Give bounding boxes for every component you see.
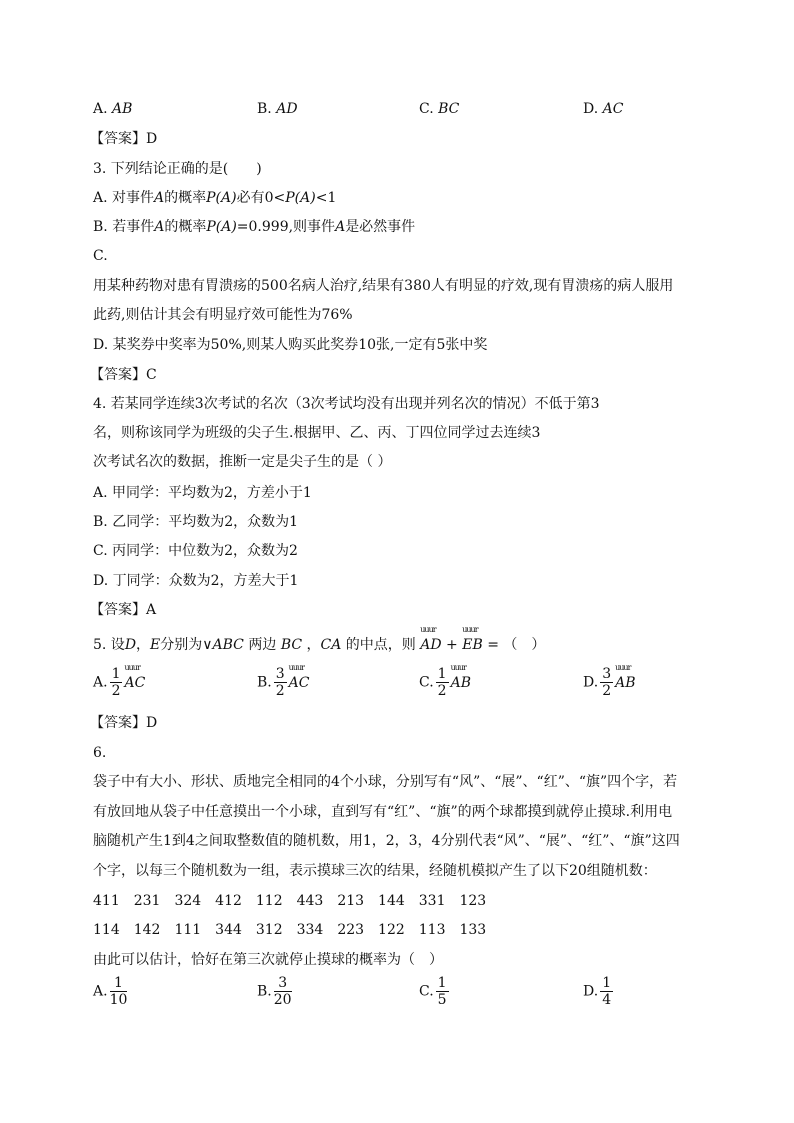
q3-option-c-line2: 此药,则估计其会有明显疗效可能性为76% [93, 307, 353, 323]
q4-option-d: D. 丁同学：众数为2，方差大于1 [93, 573, 299, 589]
q5-option-d: D. $\frac{3}{2}$ uuur AB [583, 662, 636, 699]
q6-option-c: C. $\frac{1}{5}$ [419, 975, 447, 1008]
q6-stem-line4: 个字，以每三个随机数为一组，表示摸球三次的结果，经随机模拟产生了以下20组随机数： [93, 863, 657, 879]
q5-option-a: A. $\frac{1}{2}$ uuur AC [93, 662, 146, 699]
q2-answer: 【答案】D [90, 131, 158, 147]
q3-stem: 3. 下列结论正确的是( ) [93, 161, 262, 177]
q6-stem-line2: 有放回地从袋子中任意摸出一个小球，直到写有“红”、“旗”的两个球都摸到就停止摸球.利用电 [93, 804, 673, 820]
q6-stem-line5: 由此可以估计，恰好在第三次就停止摸球的概率为（ ） [93, 952, 443, 968]
q2-option-c: C. BC [419, 101, 460, 117]
q6-random-numbers-row2: 114 142 111 344 312 334 223 122 113 133 [93, 922, 487, 938]
q6-stem-line1: 袋子中有大小、形状、质地完全相同的4个小球，分别写有“风”、“展”、“红”、“旗”四个字，若 [93, 774, 678, 790]
q6-option-d: D. $\frac{1}{4}$ [583, 975, 612, 1008]
q5-stem: 5. 设D，E分别为∨ABC 两边 BC ，CA 的中点，则 uuur AD + uuur EB = （ ） [93, 625, 546, 653]
q6-random-numbers-row1: 411 231 324 412 112 443 213 144 331 123 [93, 893, 487, 909]
q6-option-b: B. $\frac{3}{20}$ [257, 975, 292, 1008]
q4-option-b: B. 乙同学：平均数为2，众数为1 [93, 514, 299, 530]
q3-option-c-label: C. [93, 248, 108, 264]
vector-ad: uuur AD [420, 625, 442, 653]
q3-option-d: D. 某奖券中奖率为50%,则某人购买此奖券10张,一定有5张中奖 [93, 337, 488, 353]
q4-stem-line2: 名，则称该同学为班级的尖子生.根据甲、乙、丙、丁四位同学过去连续3 [93, 425, 541, 441]
q4-stem-line3: 次考试名次的数据，推断一定是尖子生的是（ ） [93, 454, 392, 470]
q3-option-b: B. 若事件A的概率P(A)=0.999,则事件A是必然事件 [93, 219, 416, 235]
vector-eb: uuur EB [462, 625, 483, 653]
q2-option-b: B. AD [257, 101, 298, 117]
q4-answer: 【答案】A [90, 602, 157, 618]
q3-option-c-line1: 用某种药物对患有胃溃疡的500名病人治疗,结果有380人有明显的疗效,现有胃溃疡的病人服用 [93, 278, 674, 294]
q4-stem-line1: 4. 若某同学连续3次考试的名次（3次考试均没有出现并列名次的情况）不低于第3 [93, 396, 600, 412]
q4-option-c: C. 丙同学：中位数为2，众数为2 [93, 543, 298, 559]
q6-stem-line3: 脑随机产生1到4之间取整数值的随机数，用1，2，3，4分别代表“风”、“展”、“红”、“旗”这四 [93, 833, 680, 849]
q5-options [93, 662, 713, 706]
q6-number: 6. [93, 745, 107, 761]
q3-option-a: A. 对事件A的概率P(A)必有0<P(A)<1 [93, 190, 337, 206]
q2-options [93, 99, 713, 139]
q3-answer: 【答案】C [90, 367, 157, 383]
q6-options [93, 975, 713, 1015]
q2-option-d: D. AC [583, 101, 624, 117]
q5-answer: 【答案】D [90, 715, 158, 731]
q2-option-a: A. AB [93, 101, 133, 117]
q6-option-a: A. $\frac{1}{10}$ [93, 975, 128, 1008]
q4-option-a: A. 甲同学：平均数为2，方差小于1 [93, 485, 312, 501]
q5-option-c: C. $\frac{1}{2}$ uuur AB [419, 662, 471, 699]
q5-option-b: B. $\frac{3}{2}$ uuur AC [257, 662, 310, 699]
